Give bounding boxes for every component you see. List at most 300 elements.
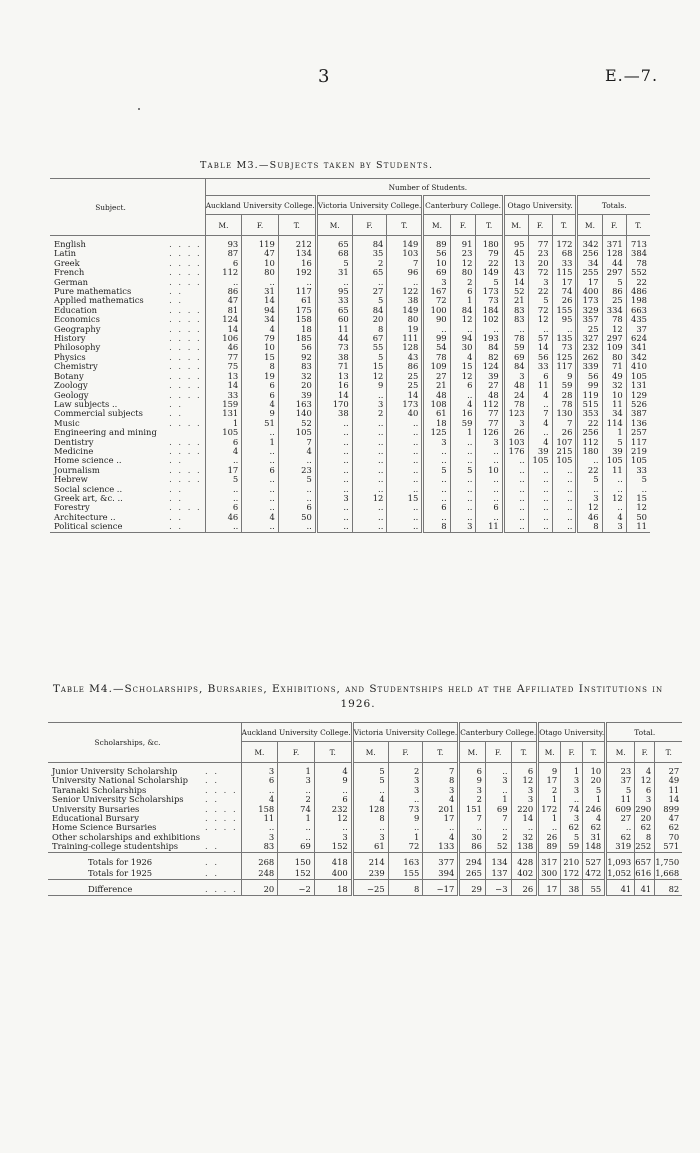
cell-value: 48 — [423, 391, 450, 400]
cell-value: 3 — [511, 795, 538, 804]
cell-value: 3 — [423, 786, 459, 795]
cell-value: 30 — [459, 833, 486, 842]
cell-value: 1 — [205, 419, 242, 428]
leader-dots: . . — [169, 492, 184, 503]
cell-value: 170 — [316, 400, 352, 409]
cell-value: 5 — [278, 475, 316, 484]
cell-value: 61 — [423, 409, 450, 418]
cell-value: 100 — [423, 306, 450, 315]
row-label: Zoology — [54, 380, 88, 391]
cell-value: 17 — [538, 884, 561, 896]
column-header: T. — [387, 215, 423, 236]
leader-dots: . . . . — [169, 502, 202, 513]
cell-value: 5 — [352, 767, 388, 776]
cell-value: 56 — [577, 372, 602, 381]
cell-value: 62 — [561, 823, 583, 832]
cell-value: 137 — [485, 868, 511, 880]
cell-value: 10 — [423, 259, 450, 268]
cell-value: 4 — [205, 447, 242, 456]
group-header: Canterbury College. — [423, 196, 503, 215]
table-row — [50, 240, 650, 249]
cell-value: .. — [387, 522, 423, 532]
cell-value: 79 — [242, 334, 279, 343]
cell-value: .. — [316, 485, 352, 494]
cell-value: 1 — [485, 795, 511, 804]
cell-value: 40 — [387, 409, 423, 418]
cell-value: 3 — [561, 814, 583, 823]
cell-value: 435 — [626, 315, 650, 324]
cell-value: 50 — [626, 513, 650, 522]
cell-value: 663 — [626, 306, 650, 315]
group-header: Auckland University College. — [241, 723, 352, 742]
cell-value: .. — [314, 786, 352, 795]
cell-value: 86 — [459, 842, 486, 852]
cell-value: 43 — [503, 268, 528, 277]
cell-value: 7 — [552, 419, 577, 428]
cell-value: 68 — [552, 249, 577, 258]
cell-value: 1 — [388, 833, 423, 842]
column-header: M. — [352, 742, 388, 763]
cell-value: .. — [316, 522, 352, 532]
cell-value: 78 — [503, 334, 528, 343]
cell-value: 8 — [242, 362, 279, 371]
cell-value: 49 — [602, 372, 626, 381]
cell-value: 394 — [423, 868, 459, 880]
cell-value: .. — [205, 522, 242, 532]
cell-value: .. — [387, 419, 423, 428]
leader-dots: . . . . — [169, 239, 202, 249]
cell-value: .. — [352, 485, 387, 494]
row-label: Greek — [54, 257, 80, 268]
table-row — [50, 456, 650, 465]
subject-header: Subject. — [50, 179, 167, 236]
cell-value: .. — [485, 823, 511, 832]
column-header: T. — [423, 742, 459, 763]
cell-value: 81 — [205, 306, 242, 315]
cell-value: 94 — [242, 306, 279, 315]
cell-value: .. — [352, 522, 387, 532]
cell-value: 22 — [476, 259, 503, 268]
cell-value: .. — [352, 513, 387, 522]
cell-value: 1 — [561, 767, 583, 776]
cell-value: 41 — [635, 884, 655, 896]
row-label: Law subjects .. — [54, 398, 118, 409]
cell-value: .. — [352, 475, 387, 484]
cell-value: .. — [388, 823, 423, 832]
cell-value: −17 — [423, 884, 459, 896]
cell-value: 5 — [352, 353, 387, 362]
leader-dots: . . . . — [169, 389, 202, 400]
cell-value: 12 — [626, 503, 650, 512]
cell-value: 125 — [552, 353, 577, 362]
cell-value: 12 — [511, 776, 538, 785]
cell-value: .. — [278, 485, 316, 494]
cell-value: 1 — [602, 428, 626, 437]
cell-value: 86 — [205, 287, 242, 296]
cell-value: 59 — [503, 343, 528, 352]
cell-value: 319 — [606, 842, 635, 852]
leader-dots: . . — [169, 286, 184, 297]
cell-value: .. — [387, 447, 423, 456]
cell-value: .. — [423, 485, 450, 494]
cell-value: 248 — [241, 868, 278, 880]
cell-value: 172 — [561, 868, 583, 880]
cell-value: 46 — [205, 343, 242, 352]
cell-value: 72 — [423, 296, 450, 305]
cell-value: 39 — [278, 391, 316, 400]
cell-value: .. — [606, 823, 635, 832]
row-label: English — [54, 239, 86, 249]
cell-value: 3 — [423, 438, 450, 447]
cell-value: 14 — [316, 391, 352, 400]
cell-value: 3 — [602, 522, 626, 532]
cell-value: .. — [552, 485, 577, 494]
cell-value: 220 — [511, 805, 538, 814]
cell-value: 184 — [476, 306, 503, 315]
cell-value: 59 — [552, 381, 577, 390]
cell-value: .. — [352, 503, 387, 512]
cell-value: 56 — [423, 249, 450, 258]
cell-value: 12 — [450, 315, 476, 324]
cell-value: .. — [387, 513, 423, 522]
cell-value: 102 — [476, 315, 503, 324]
cell-value: 83 — [278, 362, 316, 371]
cell-value: 329 — [577, 306, 602, 315]
cell-value: 3 — [352, 400, 387, 409]
cell-value: .. — [450, 447, 476, 456]
row-label: Chemistry — [54, 361, 98, 372]
row-label: Difference — [48, 884, 203, 896]
cell-value: .. — [552, 494, 577, 503]
leader-dots: . . . . — [169, 464, 202, 475]
cell-value: 73 — [552, 343, 577, 352]
cell-value: 61 — [278, 296, 316, 305]
cell-value: .. — [387, 428, 423, 437]
cell-value: 12 — [450, 372, 476, 381]
cell-value: 5 — [561, 833, 583, 842]
cell-value: 31 — [583, 833, 606, 842]
cell-value: 4 — [635, 767, 655, 776]
cell-value: 148 — [583, 842, 606, 852]
cell-value: 341 — [626, 343, 650, 352]
cell-value: 4 — [242, 325, 279, 334]
cell-value: 11 — [602, 400, 626, 409]
row-label: Forestry — [54, 502, 90, 513]
cell-value: 26 — [503, 428, 528, 437]
cell-value: 80 — [387, 315, 423, 324]
cell-value: 172 — [538, 805, 561, 814]
cell-value: 256 — [577, 428, 602, 437]
cell-value: 73 — [316, 343, 352, 352]
row-label: Music — [54, 417, 80, 428]
cell-value: 79 — [476, 249, 503, 258]
cell-value: .. — [316, 428, 352, 437]
cell-value: 74 — [552, 287, 577, 296]
leader-dots: . . . . — [169, 361, 202, 372]
cell-value: 26 — [552, 428, 577, 437]
cell-value: 20 — [278, 381, 316, 390]
cell-value: 265 — [459, 868, 486, 880]
cell-value: .. — [387, 503, 423, 512]
cell-value: 262 — [577, 353, 602, 362]
cell-value: 173 — [577, 296, 602, 305]
cell-value: 69 — [423, 268, 450, 277]
leader-dots: . . — [169, 455, 184, 466]
cell-value: .. — [476, 447, 503, 456]
cell-value: 14 — [528, 343, 552, 352]
cell-value: 10 — [476, 466, 503, 475]
cell-value: 192 — [278, 268, 316, 277]
cell-value: 84 — [476, 343, 503, 352]
cell-value: 57 — [528, 334, 552, 343]
cell-value: .. — [503, 503, 528, 512]
cell-value: 3 — [314, 833, 352, 842]
cell-value: 23 — [450, 249, 476, 258]
cell-value: 6 — [635, 786, 655, 795]
cell-value: .. — [242, 278, 279, 287]
cell-value: 268 — [241, 857, 278, 868]
cell-value: 5 — [577, 475, 602, 484]
cell-value: 33 — [316, 296, 352, 305]
cell-value: 7 — [485, 814, 511, 823]
column-header: T. — [583, 742, 606, 763]
leader-dots: . . . . — [169, 257, 202, 268]
cell-value: 210 — [561, 857, 583, 868]
cell-value: 3 — [561, 776, 583, 785]
cell-value: .. — [242, 428, 279, 437]
cell-value: 13 — [503, 259, 528, 268]
cell-value: .. — [503, 456, 528, 465]
cell-value: 20 — [635, 814, 655, 823]
cell-value: 515 — [577, 400, 602, 409]
cell-value: .. — [423, 447, 450, 456]
cell-value: .. — [242, 456, 279, 465]
cell-value: 17 — [577, 278, 602, 287]
cell-value: 131 — [626, 381, 650, 390]
cell-value: 2 — [450, 278, 476, 287]
cell-value: 129 — [626, 391, 650, 400]
cell-value: 135 — [552, 334, 577, 343]
cell-value: 176 — [503, 447, 528, 456]
cell-value: 44 — [602, 259, 626, 268]
cell-value: 15 — [387, 494, 423, 503]
row-label: Philosophy — [54, 342, 101, 353]
cell-value: 11 — [606, 795, 635, 804]
column-header: T. — [511, 742, 538, 763]
cell-value: 33 — [626, 466, 650, 475]
cell-value: 9 — [314, 776, 352, 785]
table-row — [50, 513, 650, 522]
cell-value: .. — [205, 485, 242, 494]
leader-dots: . . . . — [169, 314, 202, 325]
cell-value: .. — [476, 513, 503, 522]
cell-value: 4 — [602, 513, 626, 522]
cell-value: .. — [387, 475, 423, 484]
leader-dots: . . . . — [169, 248, 202, 259]
cell-value: 3 — [635, 795, 655, 804]
cell-value: 246 — [583, 805, 606, 814]
cell-value: 77 — [476, 419, 503, 428]
column-header: T. — [278, 215, 316, 236]
cell-value: .. — [352, 278, 387, 287]
cell-value: 167 — [423, 287, 450, 296]
row-label: French — [54, 267, 85, 278]
cell-value: 294 — [459, 857, 486, 868]
cell-value: .. — [577, 485, 602, 494]
leader-dots: . . — [205, 856, 220, 867]
cell-value: .. — [387, 438, 423, 447]
cell-value: 4 — [314, 767, 352, 776]
cell-value: 105 — [602, 456, 626, 465]
cell-value: 89 — [538, 842, 561, 852]
cell-value: 133 — [423, 842, 459, 852]
cell-value: 25 — [577, 325, 602, 334]
row-label: Botany — [54, 370, 84, 381]
leader-dots: . . — [203, 868, 241, 880]
cell-value: 10 — [242, 259, 279, 268]
table-row — [50, 485, 650, 494]
cell-value: 609 — [606, 805, 635, 814]
cell-value: 17 — [423, 814, 459, 823]
cell-value: .. — [459, 823, 486, 832]
cell-value: 44 — [316, 334, 352, 343]
row-label: Educational Bursary — [52, 813, 139, 824]
cell-value: 6 — [450, 381, 476, 390]
column-header: F. — [561, 742, 583, 763]
column-header: T. — [626, 215, 650, 236]
cell-value: .. — [476, 485, 503, 494]
cell-value: 10 — [242, 343, 279, 352]
row-label: Senior University Scholarships — [52, 794, 184, 805]
cell-value: 28 — [552, 391, 577, 400]
cell-value: .. — [423, 475, 450, 484]
cell-value: 20 — [583, 776, 606, 785]
leader-dots: . . . . — [203, 884, 241, 896]
cell-value: 353 — [577, 409, 602, 418]
row-label: Hebrew — [54, 474, 88, 485]
cell-value: 14 — [503, 278, 528, 287]
leader-dots: . . . . — [169, 323, 202, 334]
row-label: Other scholarships and exhibitions — [52, 831, 201, 842]
cell-value: 8 — [388, 884, 423, 896]
row-label: Totals for 1925 — [48, 868, 203, 880]
cell-value: 31 — [242, 287, 279, 296]
column-header: T. — [314, 742, 352, 763]
cell-value: 124 — [476, 362, 503, 371]
table-row — [50, 372, 650, 381]
cell-value: 77 — [476, 409, 503, 418]
cell-value: 297 — [602, 334, 626, 343]
cell-value: 47 — [242, 249, 279, 258]
cell-value: 14 — [242, 296, 279, 305]
cell-value: .. — [387, 456, 423, 465]
cell-value: 37 — [626, 325, 650, 334]
cell-value: 14 — [387, 391, 423, 400]
cell-value: .. — [316, 503, 352, 512]
cell-value: 3 — [476, 438, 503, 447]
cell-value: 86 — [602, 287, 626, 296]
cell-value: 59 — [561, 842, 583, 852]
cell-value: .. — [552, 466, 577, 475]
cell-value: 3 — [577, 494, 602, 503]
cell-value: 5 — [583, 786, 606, 795]
table-row — [48, 805, 682, 814]
cell-value: .. — [423, 823, 459, 832]
cell-value: 26 — [552, 296, 577, 305]
cell-value: 71 — [316, 362, 352, 371]
table-row — [50, 381, 650, 390]
stray-mark — [138, 108, 140, 110]
cell-value: 38 — [561, 884, 583, 896]
row-label: Latin — [54, 248, 76, 259]
cell-value: 95 — [503, 240, 528, 249]
cell-value: 27 — [423, 372, 450, 381]
cell-value: 7 — [387, 259, 423, 268]
cell-value: 1 — [583, 795, 606, 804]
cell-value: .. — [511, 823, 538, 832]
cell-value: 255 — [577, 268, 602, 277]
cell-value: 5 — [626, 475, 650, 484]
cell-value: 152 — [278, 868, 315, 880]
cell-value: 11 — [602, 466, 626, 475]
cell-value: 12 — [528, 315, 552, 324]
row-label: Geology — [54, 389, 89, 400]
leader-dots: . . . . — [205, 803, 238, 814]
cell-value: 54 — [423, 343, 450, 352]
cell-value: 158 — [278, 315, 316, 324]
cell-value: 62 — [606, 833, 635, 842]
cell-value: 83 — [241, 842, 278, 852]
cell-value: 69 — [278, 842, 315, 852]
cell-value: 172 — [552, 240, 577, 249]
cell-value: 73 — [388, 805, 423, 814]
cell-value: 22 — [528, 287, 552, 296]
cell-value: 14 — [511, 814, 538, 823]
cell-value: 3 — [459, 786, 486, 795]
cell-value: 3 — [241, 767, 278, 776]
cell-value: 3 — [423, 278, 450, 287]
cell-value: 84 — [450, 306, 476, 315]
cell-value: 5 — [316, 259, 352, 268]
cell-value: 6 — [242, 391, 279, 400]
column-header: M. — [538, 742, 561, 763]
cell-value: 73 — [476, 296, 503, 305]
cell-value: 6 — [314, 795, 352, 804]
cell-value: 9 — [552, 372, 577, 381]
cell-value: .. — [528, 494, 552, 503]
cell-value: 16 — [450, 409, 476, 418]
row-label: Home Science Bursaries — [52, 822, 157, 833]
cell-value: 2 — [485, 833, 511, 842]
table-row — [50, 409, 650, 418]
row-label: Commercial subjects — [54, 408, 143, 419]
cell-value: 11 — [528, 381, 552, 390]
cell-value: 4 — [528, 391, 552, 400]
cell-value: .. — [528, 485, 552, 494]
cell-value: .. — [242, 485, 279, 494]
cell-value: .. — [352, 466, 387, 475]
cell-value: 4 — [583, 814, 606, 823]
cell-value: 56 — [528, 353, 552, 362]
cell-value: .. — [552, 513, 577, 522]
leader-dots: . . . . — [205, 822, 238, 833]
column-header: M. — [503, 215, 528, 236]
cell-value: 86 — [387, 362, 423, 371]
cell-value: 48 — [476, 391, 503, 400]
cell-value: 9 — [242, 409, 279, 418]
cell-value: 159 — [205, 400, 242, 409]
leader-dots: . . . . — [205, 784, 238, 795]
